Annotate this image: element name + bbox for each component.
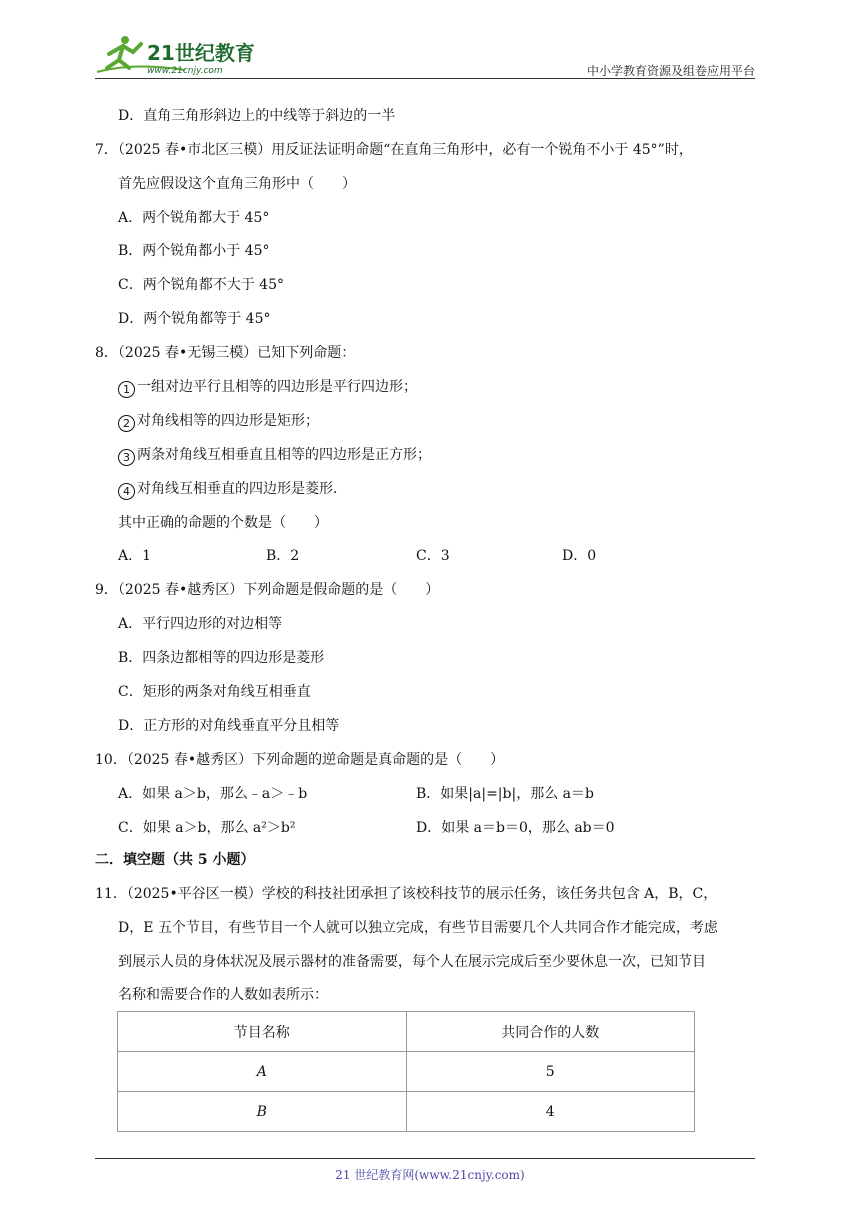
q8-item-text: 两条对角线互相垂直且相等的四边形是正方形； xyxy=(137,447,431,463)
q10-option-b: B．如果|a|=|b|，那么 a＝b xyxy=(416,786,594,802)
circled-number: 3 xyxy=(118,449,135,466)
q9-stem: 9．（2025 春•越秀区）下列命题是假命题的是（ ） xyxy=(95,582,440,598)
q7-stem-line1: 7．（2025 春•市北区三模）用反证法证明命题“在直角三角形中，必有一个锐角不小于 45°”时， xyxy=(95,142,693,158)
circled-number: 1 xyxy=(118,381,135,398)
q8-item-text: 对角线互相垂直的四边形是菱形. xyxy=(137,481,338,497)
q8-option-b: B．2 xyxy=(266,548,300,564)
table-cell: 5 xyxy=(406,1052,695,1092)
q9-option-d: D．正方形的对角线垂直平分且相等 xyxy=(118,718,340,734)
q9-option-a: A．平行四边形的对边相等 xyxy=(118,616,283,632)
q7-option-b: B．两个锐角都小于 45° xyxy=(118,243,270,259)
svg-text:21世纪教育: 21世纪教育 xyxy=(147,41,255,65)
q11-stem-line2: D，E 五个节目，有些节目一个人就可以独立完成，有些节目需要几个人共同合作才能完成，考虑 xyxy=(118,920,718,936)
q8-stem: 8．（2025 春•无锡三模）已知下列命题： xyxy=(95,345,356,361)
q8-item-1 xyxy=(118,377,417,398)
q10-option-a: A．如果 a＞b，那么﹣a＞﹣b xyxy=(118,786,308,802)
q10-option-d: D．如果 a＝b＝0，那么 ab＝0 xyxy=(416,820,615,836)
section-heading: 二．填空题（共 5 小题） xyxy=(95,852,255,868)
q11-stem-line1: 11．（2025•平谷区一模）学校的科技社团承担了该校科技节的展示任务，该任务共包含 A，B，C， xyxy=(95,886,718,902)
logo-21cnjy xyxy=(95,34,265,76)
table-cell: B xyxy=(118,1092,407,1132)
q8-item-2 xyxy=(118,411,319,432)
program-table xyxy=(117,1011,695,1132)
header-rule xyxy=(95,78,755,79)
q8-item-text: 对角线相等的四边形是矩形； xyxy=(137,413,319,429)
q8-option-d: D．0 xyxy=(562,548,597,564)
q6-option-d: D．直角三角形斜边上的中线等于斜边的一半 xyxy=(118,108,396,124)
q8-ask: 其中正确的命题的个数是（ ） xyxy=(118,515,328,531)
table-row xyxy=(118,1092,695,1132)
q7-option-a: A．两个锐角都大于 45° xyxy=(118,210,270,226)
table-row xyxy=(118,1052,695,1092)
svg-text:www.21cnjy.com: www.21cnjy.com xyxy=(147,66,223,76)
page-footer: 21 世纪教育网(www.21cnjy.com) xyxy=(335,1168,525,1182)
q7-stem-line2: 首先应假设这个直角三角形中（ ） xyxy=(118,176,356,192)
q11-stem-line3: 到展示人员的身体状况及展示器材的准备需要，每个人在展示完成后至少要休息一次，已知节目 xyxy=(118,954,706,970)
table-header-cell: 节目名称 xyxy=(118,1012,407,1052)
q10-option-c: C．如果 a＞b，那么 a²＞b² xyxy=(118,820,296,836)
platform-name: 中小学教育资源及组卷应用平台 xyxy=(586,64,755,78)
table-header-cell: 共同合作的人数 xyxy=(406,1012,695,1052)
q9-option-c: C．矩形的两条对角线互相垂直 xyxy=(118,684,311,700)
table-header-row xyxy=(118,1012,695,1052)
q10-stem: 10．（2025 春•越秀区）下列命题的逆命题是真命题的是（ ） xyxy=(95,752,505,768)
q7-option-d: D．两个锐角都等于 45° xyxy=(118,311,271,327)
q9-option-b: B．四条边都相等的四边形是菱形 xyxy=(118,650,325,666)
q7-option-c: C．两个锐角都不大于 45° xyxy=(118,277,284,293)
q8-option-c: C．3 xyxy=(416,548,450,564)
circled-number: 2 xyxy=(118,415,135,432)
q8-item-3 xyxy=(118,445,431,466)
q8-item-4 xyxy=(118,479,337,500)
page-header xyxy=(95,30,755,80)
q11-stem-line4: 名称和需要合作的人数如表所示： xyxy=(118,987,328,1003)
q8-option-a: A．1 xyxy=(118,548,152,564)
footer-rule xyxy=(95,1158,755,1159)
table-cell: 4 xyxy=(406,1092,695,1132)
circled-number: 4 xyxy=(118,483,135,500)
q8-item-text: 一组对边平行且相等的四边形是平行四边形； xyxy=(137,379,417,395)
table-cell: A xyxy=(118,1052,407,1092)
